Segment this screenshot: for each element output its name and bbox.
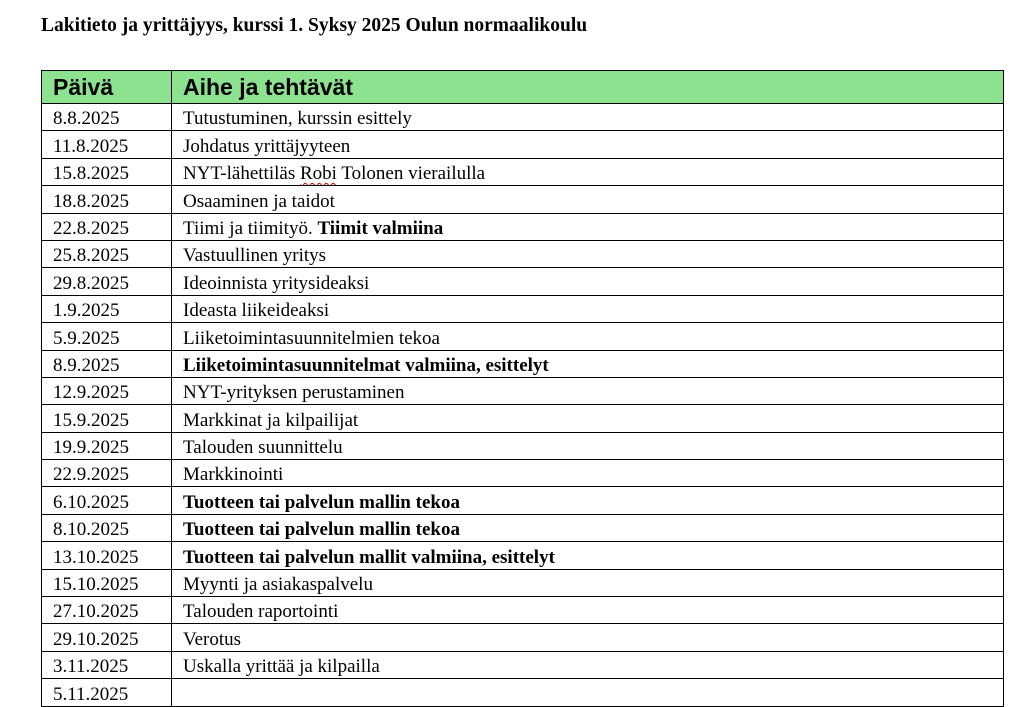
date-cell: 5.11.2025 <box>42 679 172 706</box>
topic-cell: NYT-yrityksen perustaminen <box>172 377 1004 404</box>
topic-cell: Osaaminen ja taidot <box>172 186 1004 213</box>
table-row <box>42 651 1004 678</box>
topic-cell: Talouden suunnittelu <box>172 432 1004 459</box>
table-row <box>42 158 1004 185</box>
topic-cell: Johdatus yrittäjyyteen <box>172 131 1004 158</box>
table-row <box>42 679 1004 706</box>
table-row <box>42 104 1004 131</box>
table-row <box>42 624 1004 651</box>
topic-cell: Uskalla yrittää ja kilpailla <box>172 651 1004 678</box>
table-row <box>42 350 1004 377</box>
topic-cell: Myynti ja asiakaspalvelu <box>172 569 1004 596</box>
spellcheck-flagged-word[interactable]: Robi <box>299 163 337 185</box>
date-cell: 13.10.2025 <box>42 542 172 569</box>
header-date: Päivä <box>42 71 172 104</box>
topic-cell: Markkinat ja kilpailijat <box>172 405 1004 432</box>
topic-text: Tolonen vierailulla <box>336 163 486 185</box>
topic-cell: Verotus <box>172 624 1004 651</box>
date-cell: 15.9.2025 <box>42 405 172 432</box>
date-cell: 19.9.2025 <box>42 432 172 459</box>
topic-cell: Liiketoimintasuunnitelmien tekoa <box>172 323 1004 350</box>
date-cell: 8.9.2025 <box>42 350 172 377</box>
date-cell: 25.8.2025 <box>42 240 172 267</box>
topic-cell <box>172 158 1004 185</box>
table-row <box>42 405 1004 432</box>
date-cell: 3.11.2025 <box>42 651 172 678</box>
date-cell: 29.10.2025 <box>42 624 172 651</box>
date-cell: 8.10.2025 <box>42 514 172 541</box>
topic-cell: Vastuullinen yritys <box>172 240 1004 267</box>
table-row <box>42 377 1004 404</box>
date-cell: 29.8.2025 <box>42 268 172 295</box>
header-topic: Aihe ja tehtävät <box>172 71 1004 104</box>
table-row <box>42 213 1004 240</box>
date-cell: 15.8.2025 <box>42 158 172 185</box>
topic-text: Tiimi ja tiimityö. <box>183 217 318 239</box>
topic-cell: Ideasta liikeideaksi <box>172 295 1004 322</box>
date-cell: 22.9.2025 <box>42 460 172 487</box>
table-row <box>42 323 1004 350</box>
date-cell: 18.8.2025 <box>42 186 172 213</box>
table-row <box>42 432 1004 459</box>
date-cell: 22.8.2025 <box>42 213 172 240</box>
topic-cell: Liiketoimintasuunnitelmat valmiina, esittelyt <box>172 350 1004 377</box>
topic-bold-text: Tiimit valmiina <box>317 217 444 239</box>
table-row <box>42 131 1004 158</box>
topic-cell: Tuotteen tai palvelun mallin tekoa <box>172 514 1004 541</box>
table-row <box>42 597 1004 624</box>
table-row <box>42 186 1004 213</box>
date-cell: 8.8.2025 <box>42 104 172 131</box>
table-row <box>42 514 1004 541</box>
topic-cell: Tuotteen tai palvelun mallit valmiina, esittelyt <box>172 542 1004 569</box>
topic-text: NYT-lähettiläs <box>183 163 300 185</box>
schedule-table <box>41 70 1004 707</box>
topic-cell: Markkinointi <box>172 460 1004 487</box>
topic-cell: Ideoinnista yritysideaksi <box>172 268 1004 295</box>
topic-cell: Talouden raportointi <box>172 597 1004 624</box>
table-row <box>42 240 1004 267</box>
date-cell: 12.9.2025 <box>42 377 172 404</box>
table-header-row <box>42 71 1004 104</box>
document-title: Lakitieto ja yrittäjyys, kurssi 1. Syksy 2025 Oulun normaalikoulu <box>41 15 588 36</box>
table-row <box>42 542 1004 569</box>
table-row <box>42 569 1004 596</box>
topic-cell: Tuotteen tai palvelun mallin tekoa <box>172 487 1004 514</box>
topic-cell[interactable] <box>172 679 1004 706</box>
date-cell: 5.9.2025 <box>42 323 172 350</box>
topic-cell <box>172 213 1004 240</box>
date-cell: 15.10.2025 <box>42 569 172 596</box>
table-row <box>42 487 1004 514</box>
table-row <box>42 295 1004 322</box>
date-cell: 6.10.2025 <box>42 487 172 514</box>
topic-cell: Tutustuminen, kurssin esittely <box>172 104 1004 131</box>
date-cell: 11.8.2025 <box>42 131 172 158</box>
date-cell: 1.9.2025 <box>42 295 172 322</box>
table-row <box>42 268 1004 295</box>
date-cell: 27.10.2025 <box>42 597 172 624</box>
table-row <box>42 460 1004 487</box>
